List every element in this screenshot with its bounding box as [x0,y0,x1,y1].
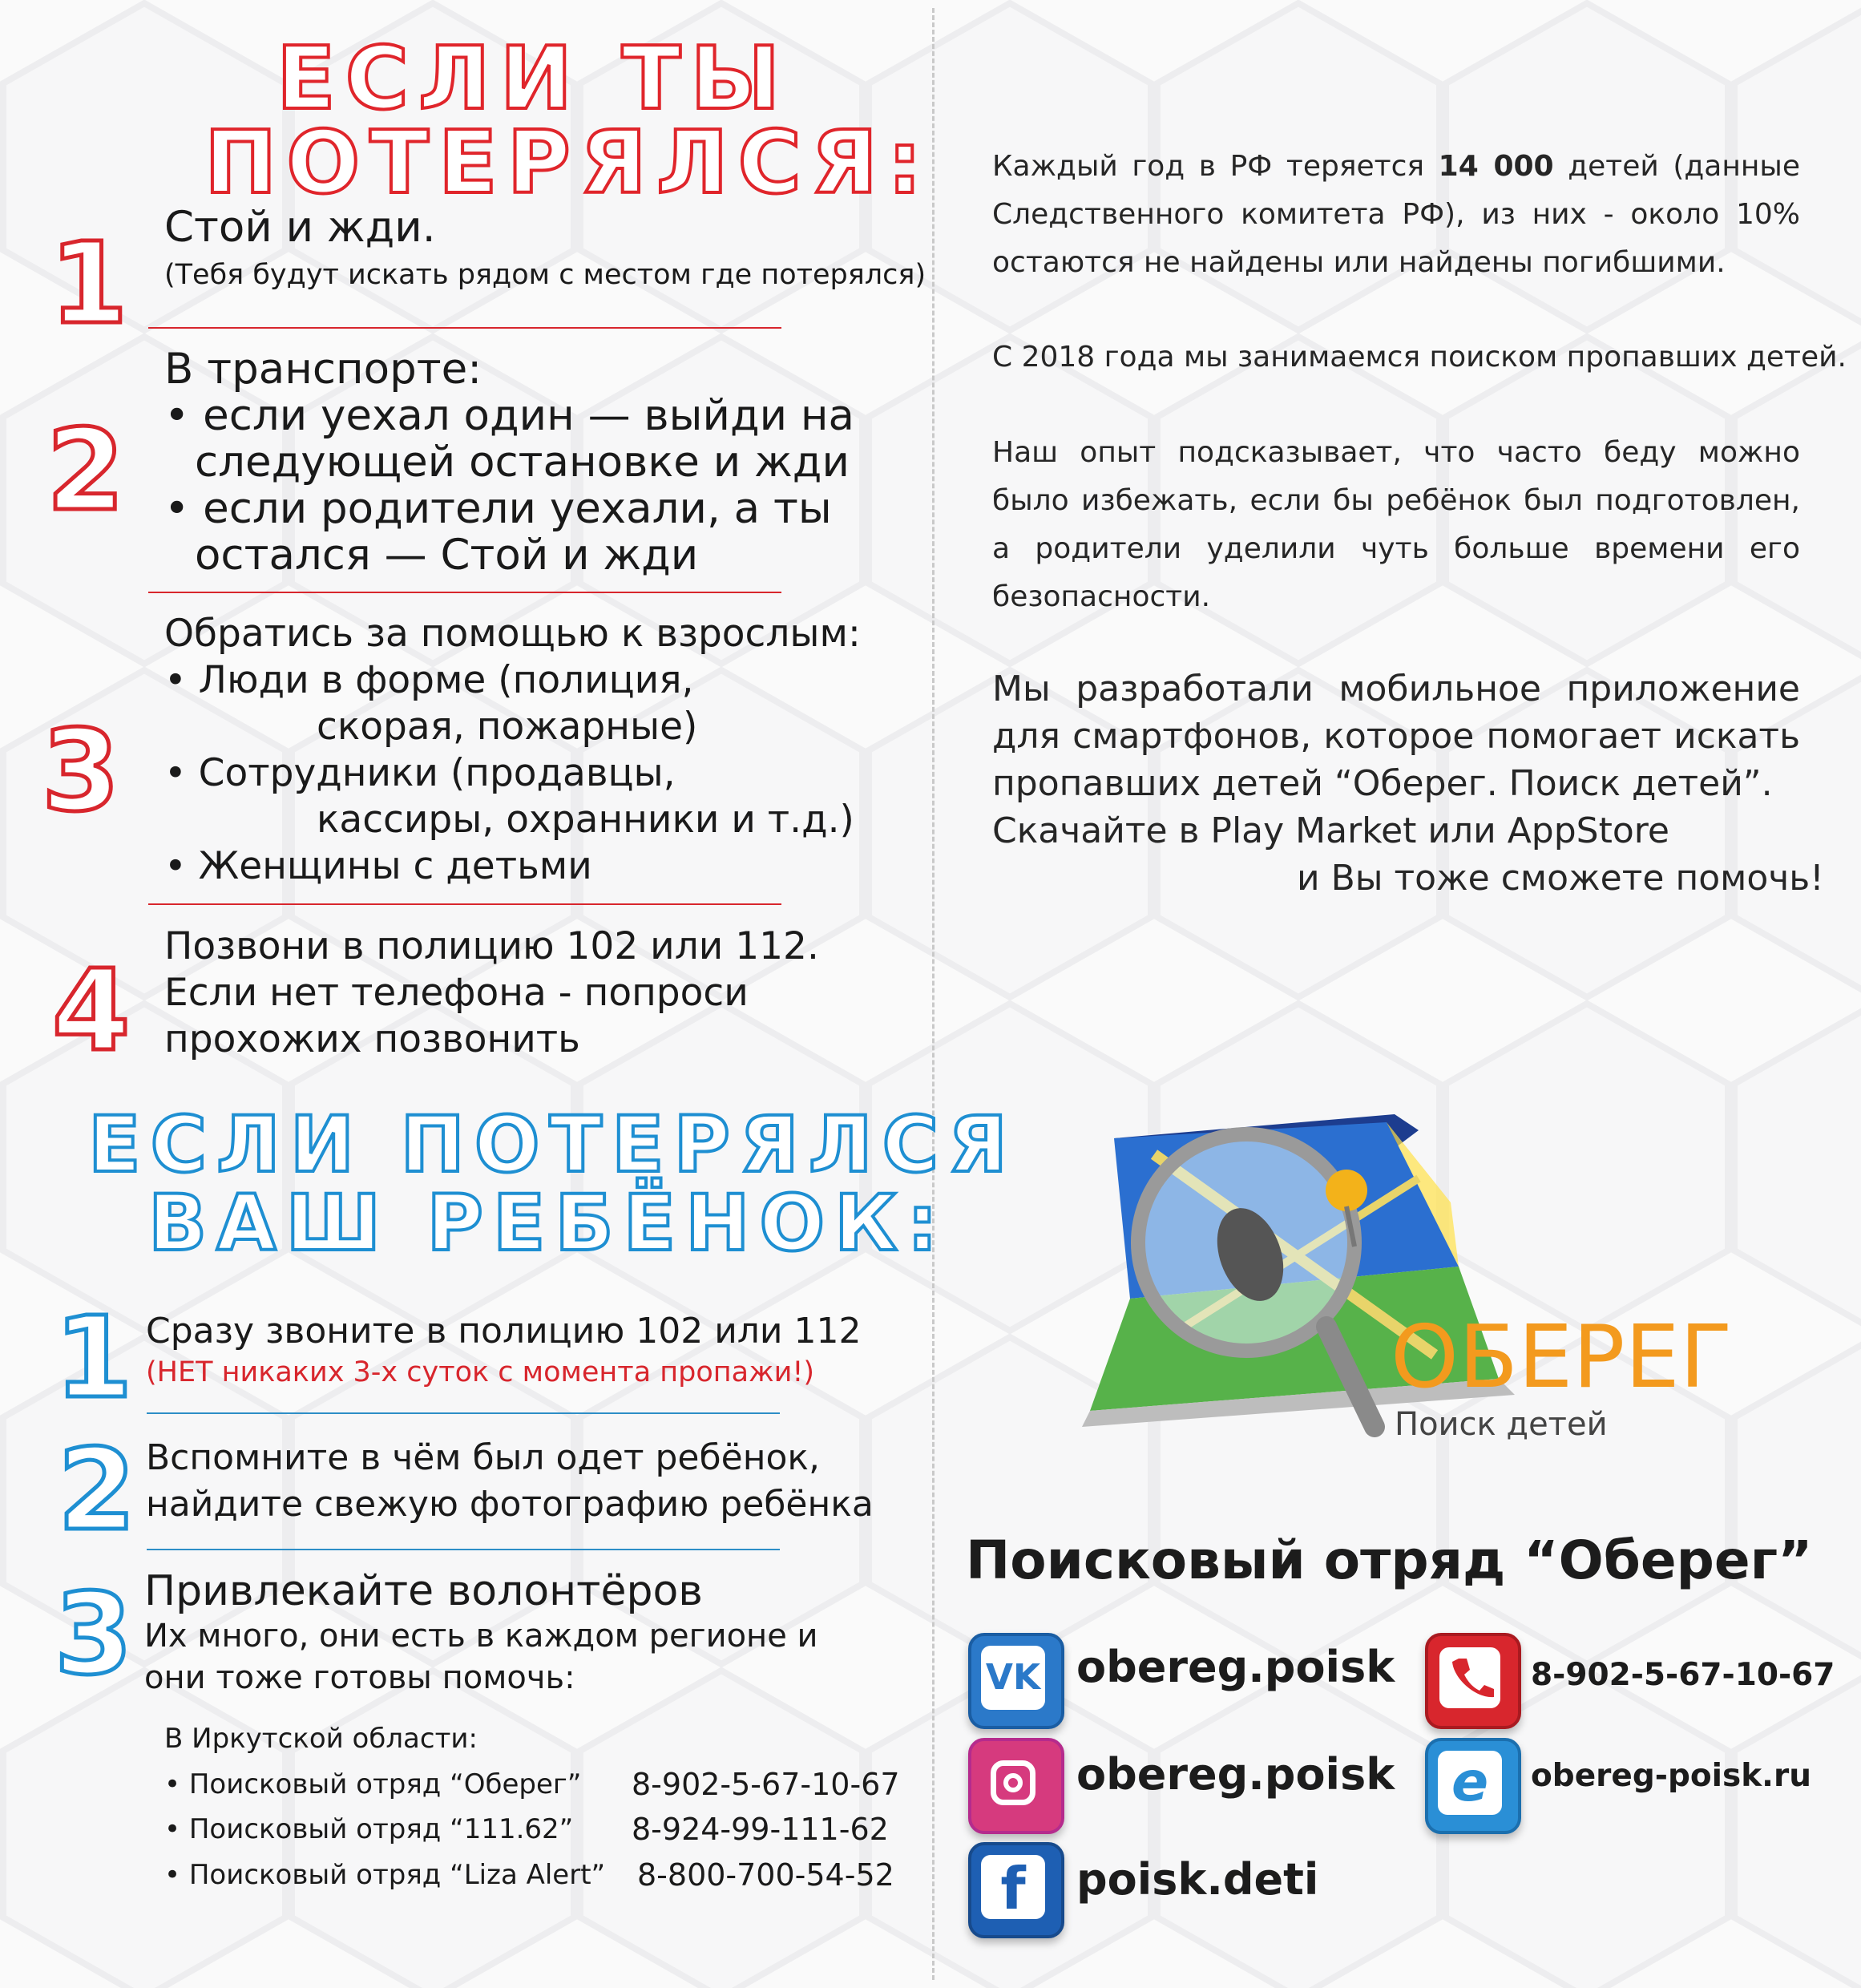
step-1-text: Стой и жди. (Тебя будут искать рядом с местом где потерялся) [164,203,926,291]
step-3-number: 3 [42,706,120,837]
step-4-text: Позвони в полицию 102 или 112. Если нет телефона - попроси прохожих позвонить [164,924,819,1061]
website-icon[interactable]: e [1425,1738,1521,1834]
parent-step-2-text: Вспомните в чём был одет ребёнок, найдите свежую фотографию ребёнка [146,1437,874,1525]
vk-link[interactable]: obereg.poisk [1076,1642,1395,1692]
parent-step-3-number: 3 [54,1570,133,1700]
header-child-lost-line2: ВАШ РЕБЁНОК: [148,1178,947,1268]
region-contact-name: • Поисковый отряд “Liza Alert” [164,1859,606,1891]
app-paragraph: Мы разработали мобильное приложение для смартфонов, которое помогает искать пропавших детей “Оберег. Поиск детей”. [992,669,1800,804]
phone-link[interactable]: 8-902-5-67-10-67 [1531,1657,1835,1693]
intro-paragraph: Каждый год в РФ теряется 14 000 детей (данные Следственного комитета РФ), из них - около 10% остаются не найдены или найдены погибшими. [992,150,1800,279]
header-lost-line1: ЕСЛИ ТЫ [277,29,790,129]
parent-step-2-number: 2 [58,1425,136,1556]
region-contact-phone[interactable]: 8-924-99-111-62 [632,1812,889,1847]
since-2018-paragraph: С 2018 года мы занимаемся поиском пропавших детей. [992,341,1847,374]
region-contact-name: • Поисковый отряд “111.62” [164,1813,574,1845]
region-contact-name: • Поисковый отряд “Оберег” [164,1768,582,1800]
instagram-link[interactable]: obereg.poisk [1076,1749,1395,1800]
separator [148,903,781,905]
header-child-lost-line1: ЕСЛИ ПОТЕРЯЛСЯ [88,1100,1017,1190]
download-line: Скачайте в Play Market или AppStore [992,810,1669,851]
parent-step-3-text: Привлекайте волонтёров Их много, они есть в каждом регионе и они тоже готовы помочь: [144,1567,818,1696]
logo-tagline: Поиск детей [1395,1406,1608,1443]
parent-step-1-number: 1 [54,1293,133,1424]
header-lost-line2: ПОТЕРЯЛСЯ: [204,113,932,213]
step-2-number: 2 [46,406,125,536]
facebook-link[interactable]: poisk.deti [1076,1854,1319,1905]
fold-line [932,8,935,1980]
separator [148,592,781,593]
separator [147,1549,780,1550]
region-contact-phone[interactable]: 8-800-700-54-52 [637,1857,894,1893]
obereg-logo-icon [1082,1106,1739,1475]
phone-icon[interactable] [1425,1633,1521,1729]
step-3-text: Обратись за помощью к взрослым: • Люди в форме (полиция, скорая, пожарные) • Сотрудники (продавцы, кассиры, охранники и т.д.) • Женщины с детьми [164,612,861,888]
step-2-text: В транспорте: • если уехал один — выйди на следующей остановке и жди • если родители уехали, а ты остался — Стой и жди [164,345,855,580]
logo-name: ОБЕРЕГ [1391,1307,1733,1408]
instagram-icon[interactable] [968,1738,1064,1834]
separator [148,327,781,329]
facebook-icon[interactable]: f [968,1842,1064,1938]
vk-icon[interactable]: VK [968,1633,1064,1729]
website-link[interactable]: obereg-poisk.ru [1531,1758,1811,1794]
step-4-number: 4 [52,946,131,1077]
region-contact-phone[interactable]: 8-902-5-67-10-67 [632,1767,900,1802]
team-title: Поисковый отряд “Оберег” [966,1529,1813,1591]
parent-step-1-text: Сразу звоните в полицию 102 или 112 (НЕТ никаких 3-х суток с момента пропажи!) [146,1311,862,1388]
experience-paragraph: Наш опыт подсказывает, что часто беду можно было избежать, если бы ребёнок был подготовлен, а родители уделили чуть больше времени его безопасности. [992,436,1800,613]
region-title: В Иркутской области: [164,1723,478,1755]
separator [147,1412,780,1414]
step-1-number: 1 [50,219,128,350]
help-line: и Вы тоже сможете помочь! [1297,858,1824,899]
